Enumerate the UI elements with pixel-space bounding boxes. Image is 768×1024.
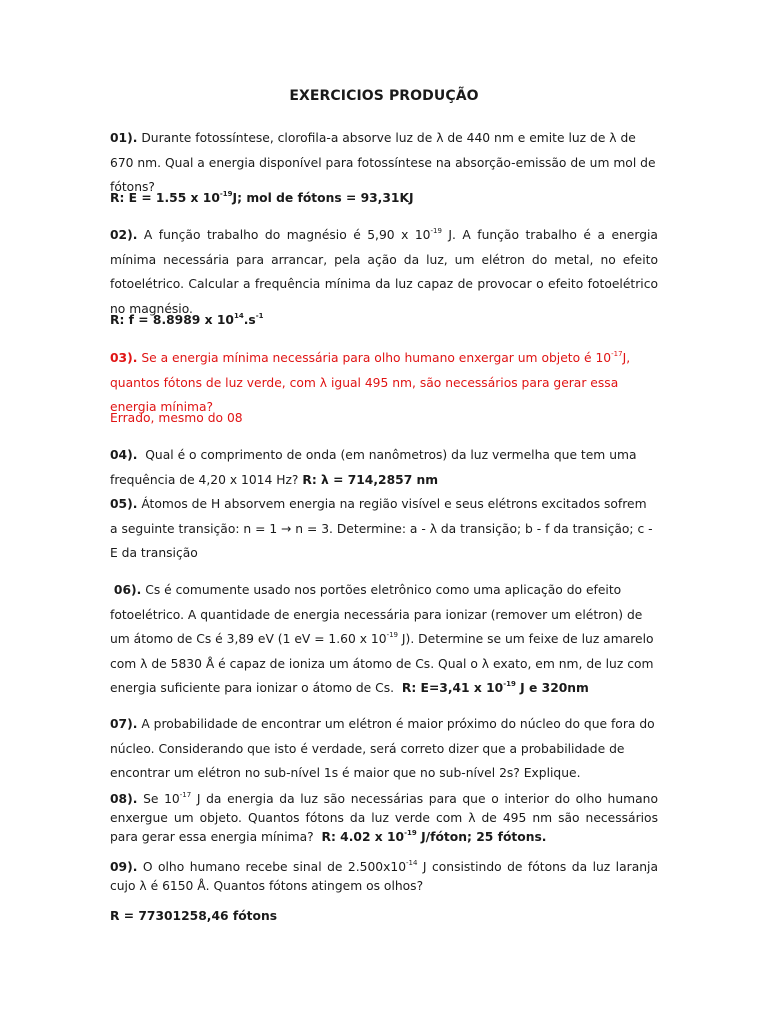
question-text: Átomos de H absorvem energia na região visível e seus elétrons excitados sofrem a seguinte transição: n = 1 → n = 3. Determine: a - λ da transição; b - f da transição; c - E da transição	[110, 497, 653, 560]
question-number: 02).	[110, 228, 138, 242]
exponent: -19	[503, 680, 516, 688]
question-text: J consistindo de fótons da luz laranja cujo λ é 6150 Å. Quantos fótons atingem os olhos?	[110, 860, 658, 893]
question-text: Durante fotossíntese, clorofila-a absorve luz de λ de 440 nm e emite luz de λ de 670 nm. Qual a energia disponível para fotossíntese na absorção-emissão de um mol de fótons?	[110, 131, 656, 194]
answer-text: R = 77301258,46 fótons	[110, 909, 278, 923]
question-number: 07).	[110, 717, 138, 731]
answer-text: J; mol de fótons = 93,31KJ	[232, 191, 414, 205]
exponent: -14	[406, 859, 418, 867]
question-09	[110, 858, 658, 896]
question-text: Se a energia mínima necessária para olho humano enxergar um objeto é 10	[141, 351, 612, 365]
question-text: J, quantos fótons de luz verde, com λ igual 495 nm, são necessários para gerar essa energia mínima?	[110, 351, 631, 414]
note-03: Errado, mesmo do 08	[110, 411, 243, 425]
question-07	[110, 712, 658, 786]
exponent: -17	[611, 350, 623, 358]
question-06	[110, 578, 658, 701]
answer-text: J/fóton; 25 fótons.	[421, 830, 547, 844]
exponent: 14	[233, 312, 244, 320]
question-text: J. A função trabalho é a energia mínima necessária para arrancar, pela ação da luz, um elétron do metal, no efeito fotoelétrico. Calcular a frequência mínima da luz capaz de provocar o efeito fotoelétrico no magnésio.	[110, 228, 658, 316]
question-08	[110, 790, 658, 847]
question-02	[110, 223, 658, 321]
question-text: J). Determine se um feixe de luz amarelo com λ de 5830 Å é capaz de ioniza um átomo de Cs. Qual o λ exato, em nm, de luz com energia suficiente para ionizar o átomo de Cs.	[110, 632, 654, 695]
answer-01	[110, 186, 658, 211]
document-title: EXERCICIOS PRODUÇÃO	[289, 88, 479, 104]
question-number: 05).	[110, 497, 138, 511]
question-text: A função trabalho do magnésio é 5,90 x 10	[143, 228, 431, 242]
question-number: 03).	[110, 351, 138, 365]
question-number: 08).	[110, 792, 138, 806]
exponent: -19	[430, 227, 442, 235]
question-number: 01).	[110, 131, 138, 145]
answer-text: J e 320nm	[520, 681, 589, 695]
question-number: 09).	[110, 860, 138, 874]
exponent: -19	[386, 631, 398, 639]
question-text: A probabilidade de encontrar um elétron é maior próximo do núcleo do que fora do núcleo. Considerando que isto é verdade, será correto dizer que a probabilidade de encontrar um elétron no sub-nível 1s é maior que no sub-nível 2s? Explique.	[110, 717, 655, 780]
answer-02	[110, 308, 658, 333]
exponent: -1	[255, 312, 264, 320]
answer-text: R: 4.02 x 10	[321, 830, 405, 844]
answer-text: .s	[243, 313, 256, 327]
question-text: J da energia da luz são necessárias para que o interior do olho humano enxergue um objeto. Quantos fótons da luz verde com λ de 495 nm são necessários para gerar essa energia mínima?	[110, 792, 658, 844]
exponent: -17	[179, 791, 192, 799]
exponent: -19	[219, 190, 233, 198]
exponent: -19	[404, 829, 417, 837]
answer-09	[110, 904, 658, 929]
question-text: Se 10	[143, 792, 180, 806]
answer-text: R: λ = 714,2857 nm	[302, 472, 439, 487]
question-text: O olho humano recebe sinal de 2.500x10	[142, 860, 407, 874]
question-text: Cs é comumente usado nos portões eletrônico como uma aplicação do efeito fotoelétrico. A quantidade de energia necessária para ionizar (remover um elétron) de um átomo de Cs é 3,89 eV (1 eV = 1.60 x 10	[110, 583, 643, 646]
question-number: 06).	[113, 583, 142, 597]
question-number: 04).	[110, 448, 138, 462]
answer-text: R: f = 8.8989 x 10	[110, 313, 234, 327]
question-text: Qual é o comprimento de onda (em nanômetros) da luz vermelha que tem uma frequência de 4,20 x 1014 Hz?	[110, 448, 637, 487]
answer-text: R: E=3,41 x 10	[401, 681, 504, 695]
question-05	[110, 492, 658, 566]
answer-text: R: E = 1.55 x 10	[110, 191, 220, 205]
question-04	[110, 443, 658, 492]
